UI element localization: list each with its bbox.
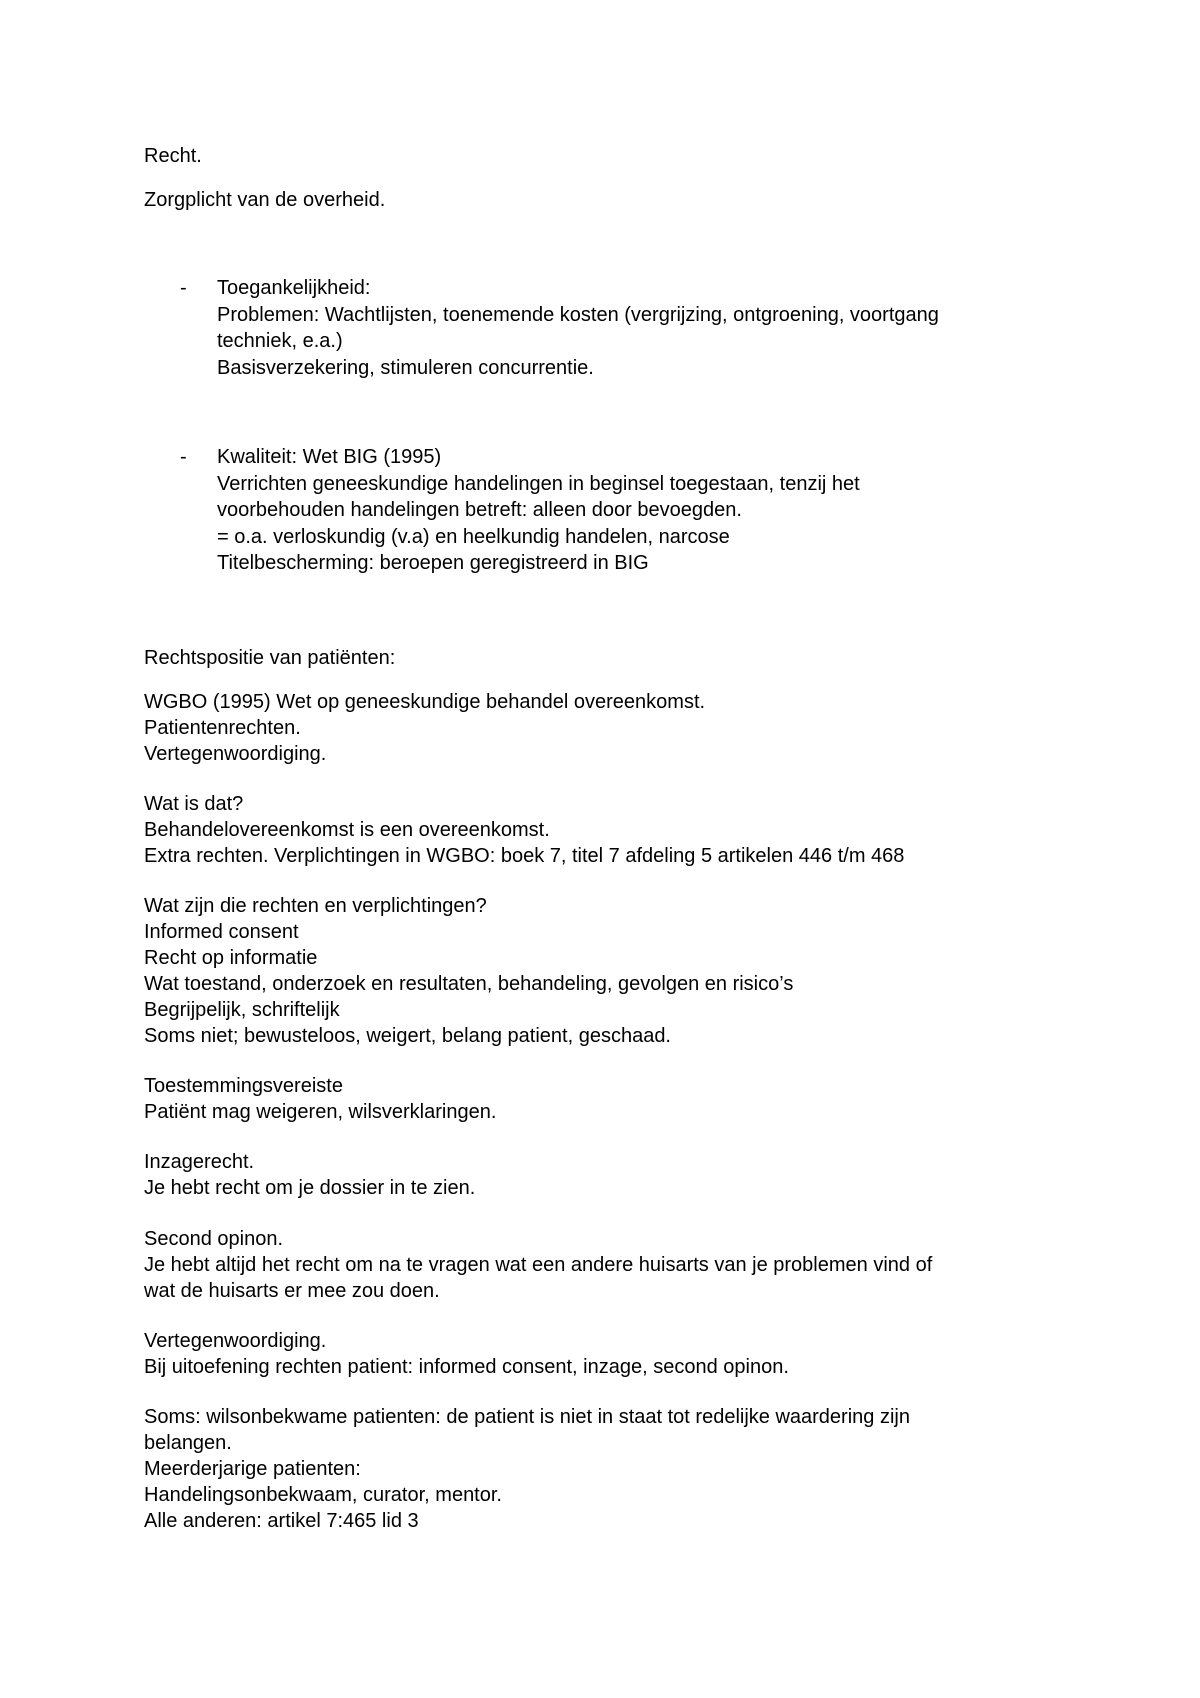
paragraph-line: Alle anderen: artikel 7:465 lid 3 bbox=[144, 1510, 419, 1532]
document-subtitle: Zorgplicht van de overheid. bbox=[144, 189, 386, 211]
list-item-line: Titelbescherming: beroepen geregistreerd in BIG bbox=[217, 552, 649, 574]
list-item-heading: Kwaliteit: Wet BIG (1995) bbox=[217, 446, 442, 468]
section-heading: Rechtspositie van patiënten: bbox=[144, 647, 396, 669]
document-title: Recht. bbox=[144, 145, 202, 167]
paragraph-line: WGBO (1995) Wet op geneeskundige behandel overeenkomst. bbox=[144, 691, 706, 713]
paragraph-line: Bij uitoefening rechten patient: informed consent, inzage, second opinon. bbox=[144, 1356, 789, 1378]
paragraph-line: Wat is dat? bbox=[144, 793, 244, 815]
paragraph-line: Second opinon. bbox=[144, 1228, 284, 1250]
paragraph-line: belangen. bbox=[144, 1432, 232, 1454]
paragraph-line: Patiënt mag weigeren, wilsverklaringen. bbox=[144, 1101, 497, 1123]
paragraph-line: Recht op informatie bbox=[144, 947, 318, 969]
list-item-line: = o.a. verloskundig (v.a) en heelkundig handelen, narcose bbox=[217, 526, 730, 548]
paragraph-line: Soms niet; bewusteloos, weigert, belang patient, geschaad. bbox=[144, 1025, 671, 1047]
list-item-line: techniek, e.a.) bbox=[217, 330, 343, 352]
list-bullet: - bbox=[180, 446, 187, 468]
paragraph-line: Behandelovereenkomst is een overeenkomst. bbox=[144, 819, 550, 841]
paragraph-line: Je hebt altijd het recht om na te vragen wat een andere huisarts van je problemen vind of bbox=[144, 1254, 933, 1276]
paragraph-line: Meerderjarige patienten: bbox=[144, 1458, 361, 1480]
paragraph-line: Extra rechten. Verplichtingen in WGBO: boek 7, titel 7 afdeling 5 artikelen 446 t/m 468 bbox=[144, 845, 905, 867]
paragraph-line: Informed consent bbox=[144, 921, 299, 943]
paragraph-line: Wat zijn die rechten en verplichtingen? bbox=[144, 895, 487, 917]
list-item-line: Verrichten geneeskundige handelingen in beginsel toegestaan, tenzij het bbox=[217, 473, 860, 495]
paragraph-line: Vertegenwoordiging. bbox=[144, 1330, 327, 1352]
paragraph-line: Soms: wilsonbekwame patienten: de patient is niet in staat tot redelijke waardering zijn bbox=[144, 1406, 910, 1428]
paragraph-line: Inzagerecht. bbox=[144, 1151, 255, 1173]
paragraph-line: Patientenrechten. bbox=[144, 717, 301, 739]
list-item-heading: Toegankelijkheid: bbox=[217, 277, 371, 299]
list-item-line: Problemen: Wachtlijsten, toenemende kosten (vergrijzing, ontgroening, voortgang bbox=[217, 304, 939, 326]
paragraph-line: Handelingsonbekwaam, curator, mentor. bbox=[144, 1484, 502, 1506]
paragraph-line: Vertegenwoordiging. bbox=[144, 743, 327, 765]
paragraph-line: Toestemmingsvereiste bbox=[144, 1075, 343, 1097]
list-item-line: Basisverzekering, stimuleren concurrentie. bbox=[217, 357, 594, 379]
paragraph-line: Wat toestand, onderzoek en resultaten, behandeling, gevolgen en risico’s bbox=[144, 973, 794, 995]
paragraph-line: Begrijpelijk, schriftelijk bbox=[144, 999, 340, 1021]
paragraph-line: wat de huisarts er mee zou doen. bbox=[144, 1280, 440, 1302]
list-bullet: - bbox=[180, 277, 187, 299]
paragraph-line: Je hebt recht om je dossier in te zien. bbox=[144, 1177, 476, 1199]
list-item-line: voorbehouden handelingen betreft: alleen door bevoegden. bbox=[217, 499, 742, 521]
